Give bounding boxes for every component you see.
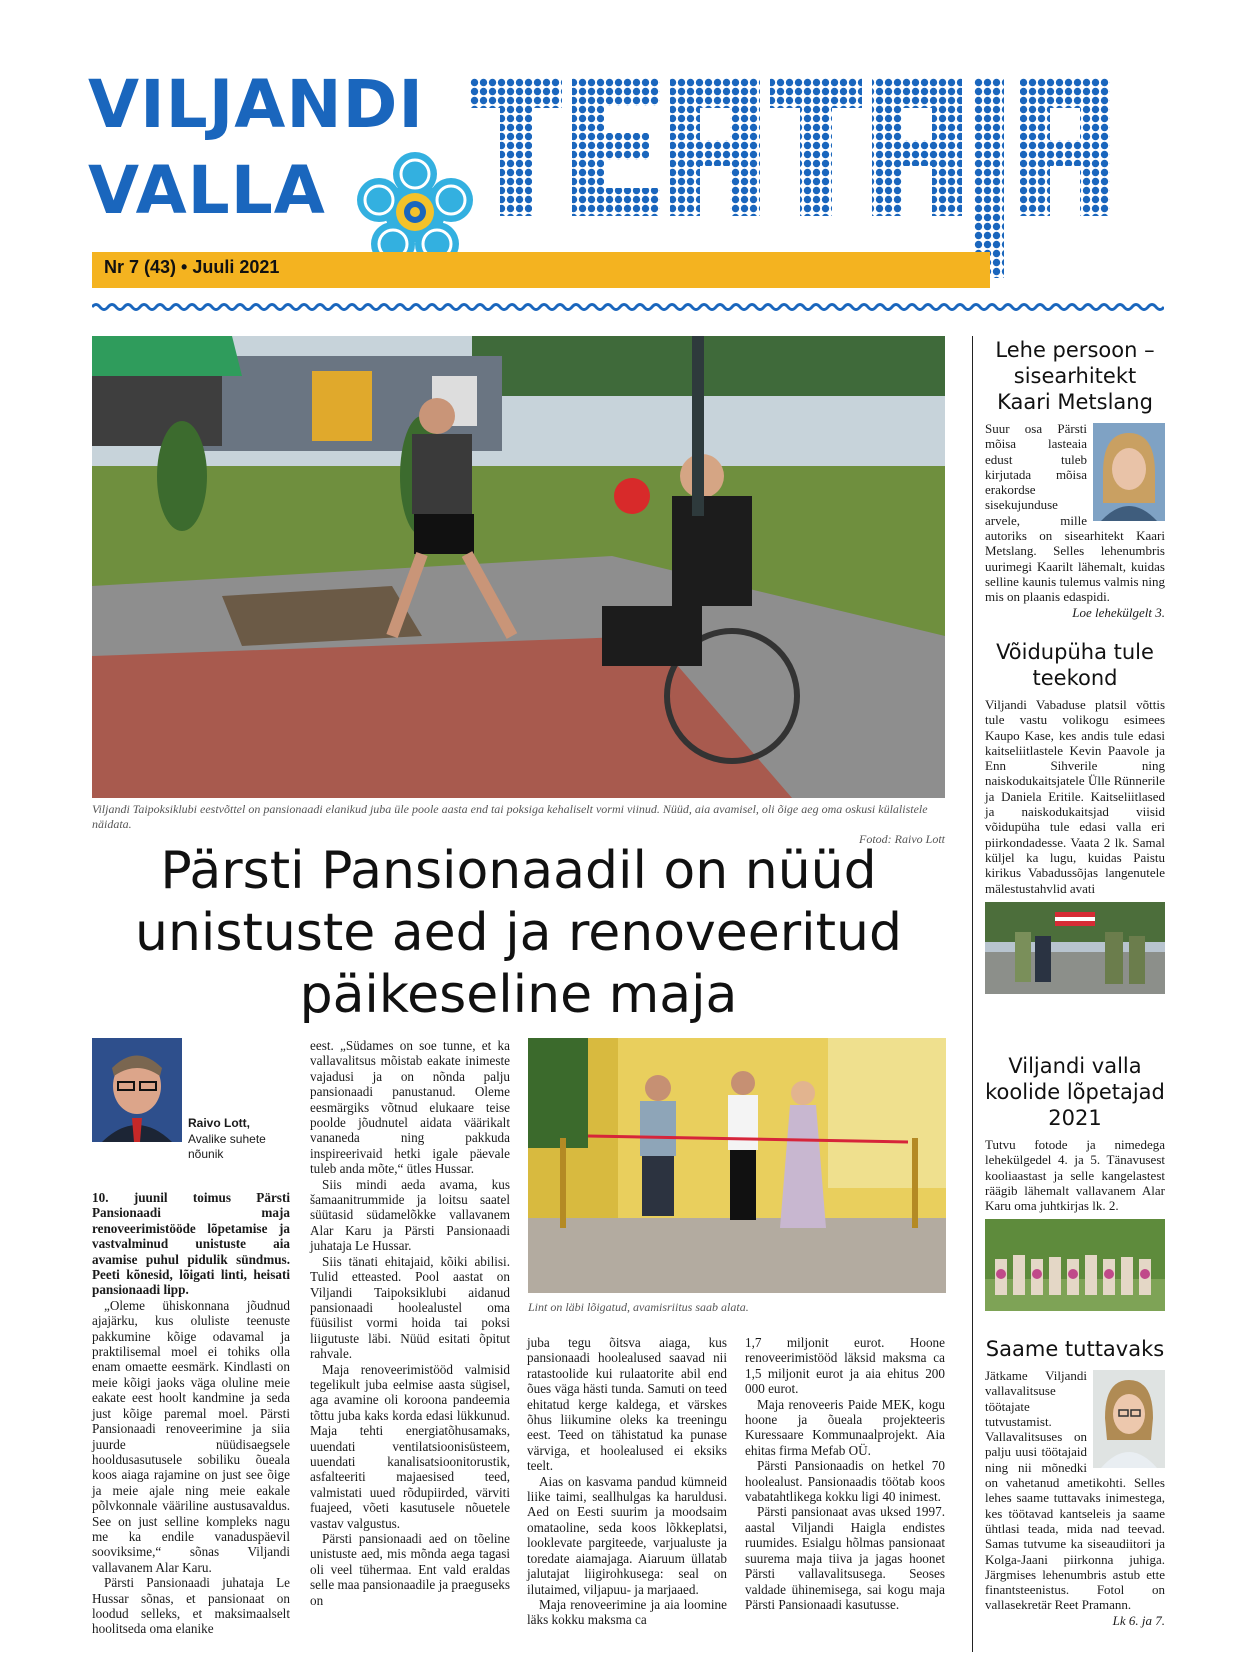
headline-line3: päikeseline maja [299, 965, 738, 1025]
ribbon-cutting-photo [528, 1038, 946, 1293]
graduates-photo [985, 1219, 1165, 1311]
main-photo-caption-text: Viljandi Taipoksiklubi eestvõttel on pansionaadi elanikud juba üle poole aasta end tai poksiga kehaliselt vormi viinud. Nüüd, aia avamisel, oli õige aeg oma oskusi külalistele näidata. [92, 802, 928, 831]
sidebar-graduates [985, 1053, 1165, 1316]
author-role: Avalike suhete nõunik [188, 1132, 266, 1161]
article-paragraph: Maja renoveeris Paide MEK, kogu hoone ja õueala projekteeris Kuressaare Kommunaalprojekt. Aia ehitas firma Mefab OÜ. [745, 1396, 945, 1458]
article-paragraph: Maja renoveerimine ja aia loomine läks kokku maksma ca [527, 1596, 727, 1628]
author-name: Raivo Lott, [188, 1116, 250, 1130]
sidebar-text: Tutvu fotode ja nimedega lehekülgedel 4. ja 5. Tänavusest kooliaastast ja selle kangelastest räägib lähemalt vallavanem Alar Karu oma juhtkirjas lk. 2. [985, 1137, 1165, 1214]
victory-day-photo [985, 902, 1165, 994]
article-paragraph: juba tegu õitsva aiaga, kus pansionaadi hoolealused saavad nii ratastoolide kui rulaatorite abil end õues väga hästi tunda. Samuti on teed ehitatud kerge kaldega, et värskes õhus liikumine oleks ka treeningu eest. Teed on tähistatud ka punase värviga, et hoolealused ei eksiks teelt. [527, 1335, 727, 1474]
headline-line1: Pärsti Pansionaadil on nüüd [160, 841, 877, 901]
article-paragraph: „Oleme ühiskonnana jõudnud ajajärku, kus oluliste teenuste pakkumine kõige odavamal ja praktilisemal moel ei tohiks olla enam omaette eesmärk. Kindlasti on meie kõigi jaoks väga oluline meie eakate eest hoolt kandmine ja seda just kõige paremal moel. Pärsti Pansionaadi renoveerimine ja siia juurde nüüdisaegsele hooldusasutusele sobiliku õueala koos aiaga rajamine on just see õige ja meie ajale ning meie eakale põlvkonnale vääriline austusavaldus. See on just selline kompleks nagu me ka endile vanaduspäevil sooviksime,“ sõnas Viljandi vallavanem Alar Karu. [92, 1297, 290, 1575]
article-column-2 [310, 1038, 510, 1608]
article-column-3 [527, 1335, 727, 1628]
sidebar-person-of-issue [985, 337, 1165, 620]
headline-line2: unistuste aed ja renoveeritud [135, 903, 902, 963]
article-paragraph: Pärsti Pansionaadi juhataja Le Hussar sõnas, et pansionaat on loodud selleks, et maksimaalselt hoolitseda oma elanike [92, 1575, 290, 1637]
article-paragraph: Pärsti Pansionaadis on hetkel 70 hoolealust. Pansionaadis töötab koos vabatahtlikega kokku ligi 40 inimest. [745, 1458, 945, 1505]
ribbon-photo-caption: Lint on läbi lõigatud, avamisriitus saab alata. [528, 1300, 749, 1314]
sidebar-victory-day-fire [985, 639, 1165, 999]
sidebar-text: Suur osa Pärsti mõisa lasteaia edust tuleb kirjutada mõisa erakordse sisekujunduse arvele, mille autoriks on sisearhitekt Kaari Metslang. Selles lehenumbris uurimegi Kaarilt lähemalt, kuidas selline kaunis tulemus valmis ning mis on plaanis edaspidi. [985, 421, 1165, 605]
article-column-1 [92, 1190, 290, 1637]
article-headline [92, 840, 945, 1026]
reet-pramann-photo [1093, 1370, 1165, 1468]
article-paragraph: 1,7 miljonit eurot. Hoone renoveerimistööd läksid maksma ca 1,5 miljonit eurot ja aia ehitus 200 000 eurot. [745, 1335, 945, 1397]
author-photo [92, 1038, 182, 1142]
masthead-line1: VILJANDI [88, 66, 424, 143]
main-photo-thai-boxing [92, 336, 945, 798]
sidebar-divider [972, 336, 973, 1652]
sidebar-title: Viljandi valla koolide lõpetajad 2021 [985, 1054, 1165, 1130]
sidebar-page-ref: Lk 6. ja 7. [1112, 1612, 1165, 1628]
sidebar-text: Viljandi Vabaduse platsil võttis tule vastu volikogu esimees Kaupo Kase, kes andis tule edasi kaitseliitlastele Kevin Paavole ja Enn Sihverile ning naiskodukaitsjatele Ülle Rünnerile ja Daniela Eritile. Kaitseliitlased ja naiskodukaitsjad viisid võidupüha tule edasi valla eri piirkondadesse. Vaata 2 lk. Samal küljel ka lugu, kuidas Paistu kirikus Vabadussõjas langenutele mälestustahvlid avati [985, 697, 1165, 896]
article-lead: 10. juunil toimus Pärsti Pansionaadi maja renoveerimistööde lõpetamise ja vastvalminud unistuste aia avamise puhul pidulik sündmus. Peeti kõnesid, lõigati linti, heisati pansionaadi lipp. [92, 1190, 290, 1298]
sidebar-title: Võidupüha tule teekond [996, 640, 1154, 690]
article-paragraph: Pärsti pansionaat avas uksed 1997. aastal Viljandi Haigla endistes ruumides. Esialgu hõlmas pansionaat suurema maja tiiva ja jagas hoonet Pärsti vallavalitsusega. Seoses valdade ühinemisega, sai kogu maja Pärsti Pansionaadi kasutusse. [745, 1504, 945, 1612]
sidebar-title: Saame tuttavaks [985, 1337, 1165, 1361]
sidebar-title: Lehe persoon – sisearhitekt Kaari Metslang [995, 338, 1155, 414]
article-paragraph: eest. „Südames on soe tunne, et ka vallavalitsus mõistab eakate inimeste vajadusi ja on nõnda palju pansionaadi panustanud. Oleme eesmärgiks võtnud elukaare teise poolde jõudnutel aidata väärikalt vananeda ning pakkuda inspireerivaid hetki igale päevale tuleb anda mõte,“ ütles Hussar. [310, 1038, 510, 1177]
article-paragraph: Pärsti pansionaadi aed on tõeline unistuste aed, mis mõnda aega tagasi oli veel tühermaa. Ent vald eraldas selle maa pansionaadile ja praeguseks on [310, 1531, 510, 1608]
article-column-4 [745, 1335, 945, 1612]
masthead-line2: VALLA [88, 152, 326, 229]
article-paragraph: Siis mindi aeda avama, kus šamaanitrummide ja loitsu saatel süütasid südamelõkke vallavanem Alar Karu ja Pärsti Pansionaadi juhataja Le Hussar. [310, 1176, 510, 1254]
issue-number: Nr 7 (43) • Juuli 2021 [104, 257, 280, 277]
photo-credit: Fotod: Raivo Lott [859, 832, 945, 846]
article-paragraph: Maja renoveerimistööd valmisid tegelikult juba eelmise aasta sügisel, aga avamine oli koroona pandeemia tõttu juba kaks korda edasi lükkunud. Maja tehti energiatõhusamaks, uuendati ventilatsioonisüsteem, uuendati kanalisatsioonitorustik, asfalteeriti majaesised teed, valmistati uued rõdupiirded, värviti fuajeed, võeti kasutusele nõuetele vastav valgustus. [310, 1361, 510, 1531]
sidebar-page-ref: Loe lehekülgelt 3. [1072, 604, 1165, 620]
wave-divider [92, 300, 1164, 314]
kaari-metslang-photo [1093, 423, 1165, 521]
article-paragraph: Aias on kasvama pandud kümneid liike taimi, seallhulgas ka haruldusi. Aed on Eesti suurim ja moodsaim omataoline, seda koos lõkkeplatsi, looklevate pargiteede, varjualuste ja toredate aiamajaga. Aiaruum üllatab jalutajat liigirohkusega: seal on ilutaimed, viljapuu- ja marjaaed. [527, 1473, 727, 1597]
article-paragraph: Siis tänati ehitajaid, kõiki abilisi. Tulid etteasted. Pool aastat on Viljandi Taipoksiklubi aidanud pansionaadi hoolealustel oma füüsilist vormi hoida tai poksi liigutuste läbi. Nüüd esitati õpitut rahvale. [310, 1253, 510, 1362]
sidebar-text: Jätkame Viljandi vallavalitsuse töötajate tutvustamist. Vallavalitsuses on palju uusi töötajaid ning nii mõnedki on vahetanud ametikohti. Selles lehes saame tuttavaks inimestega, kes töötavad kantseleis ja saame ühtlasi teada, mida nad teevad. Samas tutvume ka siseaudiitori ja Kolga-Jaani piirkonna juhiga. Järgmises lehenumbris astub ette finantsteenistus. Fotol on vallasekretär Reet Pramann. [985, 1368, 1165, 1613]
sidebar-get-acquainted [985, 1336, 1165, 1628]
